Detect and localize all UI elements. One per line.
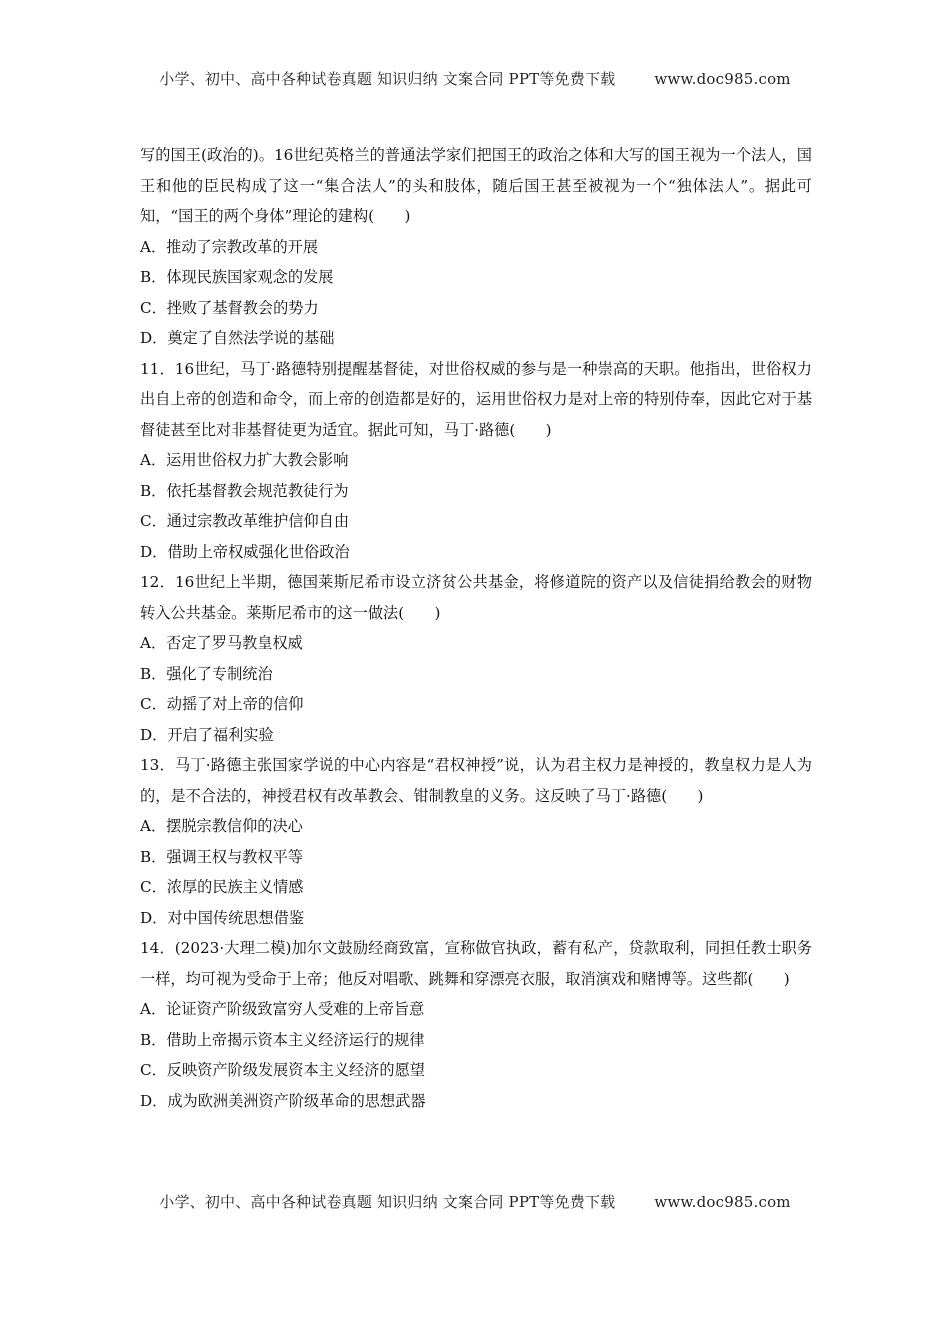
question-11-option-d: D．借助上帝权威强化世俗政治 <box>140 542 350 561</box>
question-11-option-c: C．通过宗教改革维护信仰自由 <box>140 512 350 530</box>
question-13-option-b: B．强调王权与教权平等 <box>140 847 304 866</box>
header-site-url[interactable]: www.doc985.com <box>654 70 791 88</box>
question-13-text: 13．马丁·路德主张国家学说的中心内容是“君权神授”说，认为君主权力是神授的，教皇权力是人为的，是不合法的，神授君权有改革教会、钳制教皇的义务。这反映了马丁·路德( ) <box>140 756 812 805</box>
question-14-text: 14．(2023·大理二模)加尔文鼓励经商致富，宣称做官执政，蓄有私产，贷款取利，同担任教士职务一样，均可视为受命于上帝；他反对唱歌、跳舞和穿漂亮衣服，取消演戏和赌博等。这些都( ) <box>140 939 812 988</box>
question-10-text: 写的国王(政治的)。16世纪英格兰的普通法学家们把国王的政治之体和大写的国王视为一个法人，国王和他的臣民构成了这一“集合法人”的头和肢体，随后国王甚至被视为一个“独体法人”。据此可知，“国王的两个身体”理论的建构( ) <box>140 146 812 225</box>
page-header <box>0 68 950 89</box>
question-11-option-b: B．依托基督教会规范教徒行为 <box>140 481 349 500</box>
question-10 <box>140 140 812 354</box>
header-tagline: 小学、初中、高中各种试卷真题 知识归纳 文案合同 PPT等免费下载 <box>159 70 616 88</box>
question-13 <box>140 750 812 933</box>
question-10-option-d: D．奠定了自然法学说的基础 <box>140 329 335 347</box>
question-12 <box>140 567 812 750</box>
question-11-option-a: A．运用世俗权力扩大教会影响 <box>140 451 349 469</box>
question-11 <box>140 354 812 568</box>
question-14-option-a: A．论证资产阶级致富穷人受难的上帝旨意 <box>140 1000 425 1018</box>
footer-site-url[interactable]: www.doc985.com <box>654 1193 791 1211</box>
question-13-option-a: A．摆脱宗教信仰的决心 <box>140 817 303 835</box>
question-content <box>140 140 812 1116</box>
question-14-option-b: B．借助上帝揭示资本主义经济运行的规律 <box>140 1030 425 1049</box>
question-12-option-c: C．动摇了对上帝的信仰 <box>140 695 304 713</box>
question-12-option-b: B．强化了专制统治 <box>140 664 273 683</box>
question-13-option-d: D．对中国传统思想借鉴 <box>140 908 305 927</box>
question-10-option-b: B．体现民族国家观念的发展 <box>140 268 334 286</box>
question-12-text: 12．16世纪上半期，德国莱斯尼希市设立济贫公共基金，将修道院的资产以及信徒捐给教会的财物转入公共基金。莱斯尼希市的这一做法( ) <box>140 573 812 622</box>
question-12-option-a: A．否定了罗马教皇权威 <box>140 634 303 652</box>
question-13-option-c: C．浓厚的民族主义情感 <box>140 878 304 896</box>
question-12-option-d: D．开启了福利实验 <box>140 725 274 744</box>
question-11-text: 11．16世纪，马丁·路德特别提醒基督徒，对世俗权威的参与是一种崇高的天职。他指出，世俗权力出自上帝的创造和命令，而上帝的创造都是好的，运用世俗权力是对上帝的特别侍奉，因此它对于基督徒甚至比对非基督徒更为适宜。据此可知，马丁·路德( ) <box>140 359 812 439</box>
question-10-option-a: A．推动了宗教改革的开展 <box>140 237 319 256</box>
question-10-option-c: C．挫败了基督教会的势力 <box>140 298 319 317</box>
question-14-option-c: C．反映资产阶级发展资本主义经济的愿望 <box>140 1061 425 1079</box>
question-14 <box>140 933 812 1116</box>
footer-tagline: 小学、初中、高中各种试卷真题 知识归纳 文案合同 PPT等免费下载 <box>159 1193 616 1211</box>
question-14-option-d: D．成为欧洲美洲资产阶级革命的思想武器 <box>140 1091 426 1110</box>
page-footer <box>0 1191 950 1212</box>
